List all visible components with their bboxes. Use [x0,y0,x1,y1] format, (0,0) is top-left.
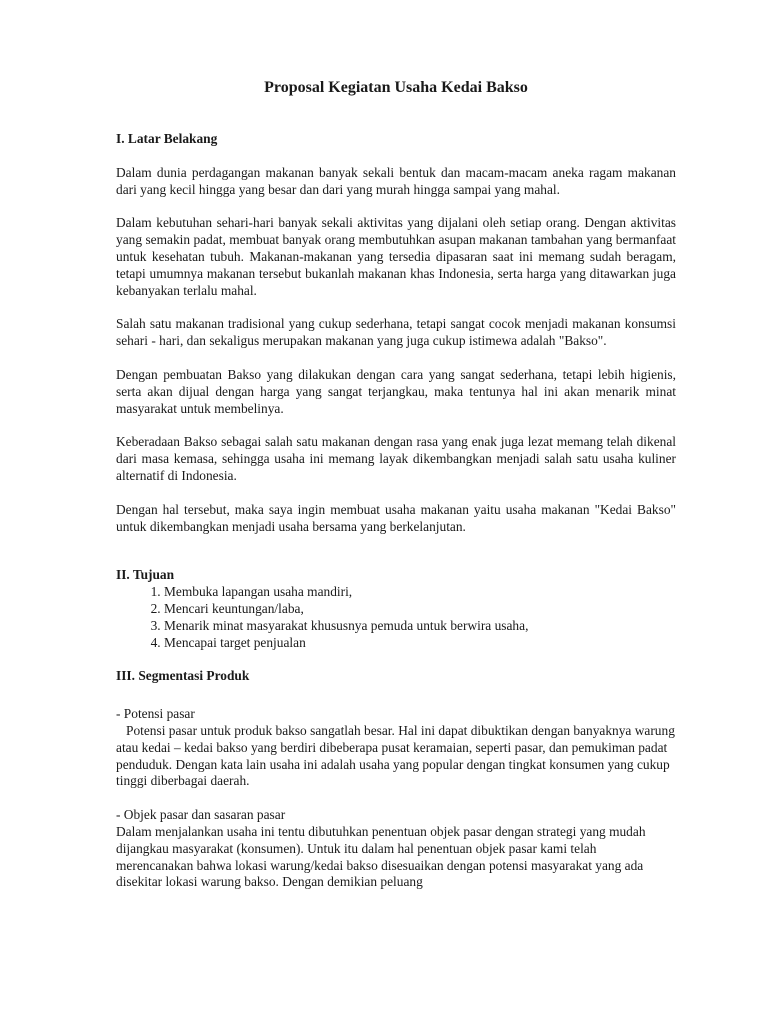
section-heading-latar-belakang: I. Latar Belakang [116,131,218,146]
document-page [116,78,676,891]
paragraph: Dengan hal tersebut, maka saya ingin membuat usaha makanan yaitu usaha makanan "Kedai Bakso" untuk dikembangkan menjadi usaha bersama yang berkelanjutan. [116,501,676,534]
paragraph: Salah satu makanan tradisional yang cukup sederhana, tetapi sangat cocok menjadi makanan konsumsi sehari - hari, dan sekaligus merupakan makanan yang juga cukup istimewa adalah "Bakso". [116,316,676,349]
subsection-label-potensi-pasar: - Potensi pasar [116,706,195,722]
paragraph: Dalam menjalankan usaha ini tentu dibutuhkan penentuan objek pasar dengan strategi yang mudah dijangkau masyarakat (konsumen). Untuk itu dalam hal penentuan objek pasar kami telah merencanakan bahwa lokasi warung/kedai bakso disesuaikan dengan potensi masyarakat yang ada disekitar lokasi warung bakso. Dengan demikian peluang [116,823,646,890]
paragraph: Dalam dunia perdagangan makanan banyak sekali bentuk dan macam-macam aneka ragam makanan dari yang kecil hingga yang besar dan dari yang murah hingga sampai yang mahal. [116,164,676,197]
paragraph: Potensi pasar untuk produk bakso sangatlah besar. Hal ini dapat dibuktikan dengan banyaknya warung atau kedai – kedai bakso yang berdiri dibeberapa pusat keramaian, seperti pasar, dan pemukiman padat penduduk. Dengan kata lain usaha ini adalah usaha yang popular dengan tingkat konsumen yang cukup tinggi diberbagai daerah. [116,722,675,789]
section-heading-tujuan: II. Tujuan [116,567,175,583]
goals-list [116,584,676,651]
paragraph: Dengan pembuatan Bakso yang dilakukan dengan cara yang sangat sederhana, tetapi lebih higienis, serta akan dijual dengan harga yang sangat terjangkau, maka tentunya hal ini akan menarik minat masyarakat untuk membelinya. [116,366,676,416]
subsection-label-objek-pasar: - Objek pasar dan sasaran pasar [116,807,286,823]
list-item: 2. Mencari keuntungan/laba, [164,601,676,618]
paragraph: Keberadaan Bakso sebagai salah satu makanan dengan rasa yang enak juga lezat memang telah dikenal dari masa kemasa, sehingga usaha ini memang layak dikembangkan menjadi salah satu usaha kuliner alternatif di Indonesia. [116,434,676,483]
list-item: 3. Menarik minat masyarakat khususnya pemuda untuk berwira usaha, [164,618,676,635]
list-item: 1. Membuka lapangan usaha mandiri, [164,584,676,601]
list-item: 4. Mencapai target penjualan [164,635,676,652]
document-title: Proposal Kegiatan Usaha Kedai Bakso [264,79,528,96]
section-heading-segmentasi-produk: III. Segmentasi Produk [116,668,250,684]
paragraph: Dalam kebutuhan sehari-hari banyak sekali aktivitas yang dijalani oleh setiap orang. Dengan aktivitas yang semakin padat, membuat banyak orang membutuhkan asupan makanan tambahan yang bermanfaat untuk kesehatan tubuh. Makanan-makanan yang tersedia dipasaran saat ini memang sudah beragam, tetapi umumnya makanan tersebut bukanlah makanan khas Indonesia, serta harga yang ditawarkan juga kebanyakan terlalu mahal. [116,215,676,298]
